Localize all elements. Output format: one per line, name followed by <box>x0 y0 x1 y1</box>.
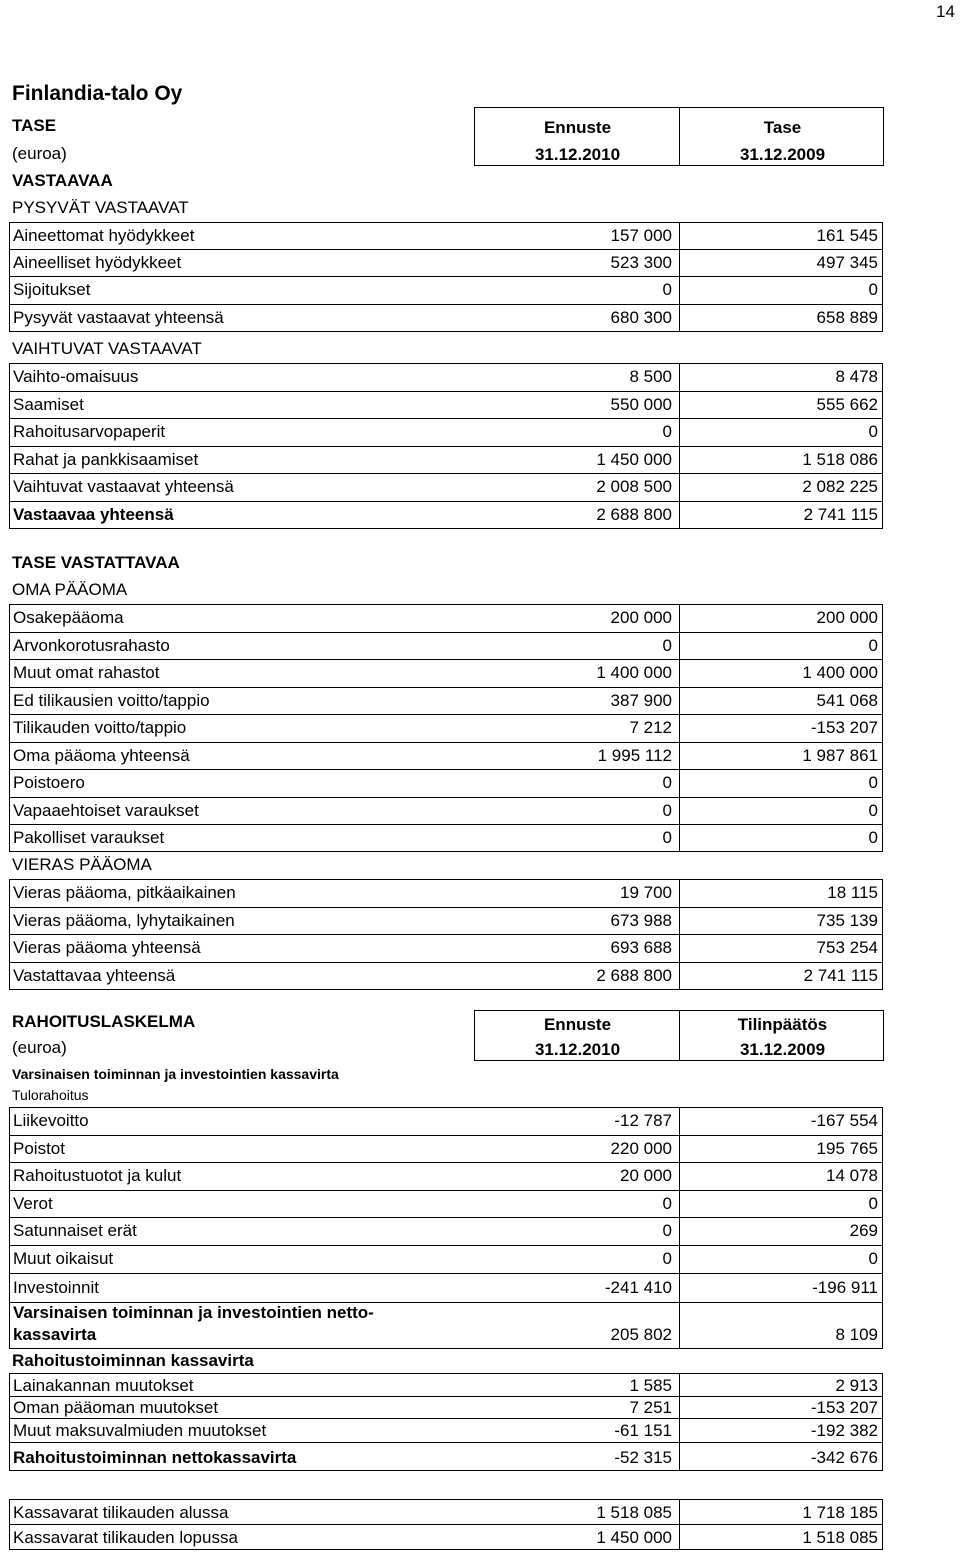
section2-heading: Rahoitustoiminnan kassavirta <box>12 1351 254 1370</box>
cell-value-col2: 14 078 <box>826 1166 878 1185</box>
cell-value-col1: 8 500 <box>629 367 672 386</box>
cell-value-col2: 0 <box>868 828 878 847</box>
cell-value-col2: 200 000 <box>816 608 878 627</box>
column-divider <box>679 1374 680 1396</box>
cell-value-col1: 0 <box>662 828 672 847</box>
cell-value-col1: 1 585 <box>629 1376 672 1395</box>
cell-value-col2: 753 254 <box>816 938 878 957</box>
cell-value-col1: 1 450 000 <box>596 450 672 469</box>
column-divider <box>679 447 680 473</box>
cell-value-col1: 523 300 <box>610 253 672 272</box>
cell-value-col1: 680 300 <box>610 308 672 327</box>
cell-value-col1: 7 251 <box>629 1398 672 1417</box>
cell-value-col2: 2 741 115 <box>803 966 878 985</box>
tase-col2-date: 31.12.2009 <box>739 145 826 164</box>
cell-label: Rahoitustoiminnan nettokassavirta <box>13 1448 297 1467</box>
rahoitus-col2-date: 31.12.2009 <box>739 1040 826 1059</box>
table-row <box>9 249 883 276</box>
column-divider <box>679 305 680 331</box>
cell-value-col1: 1 995 112 <box>597 746 672 765</box>
cell-value-col1: 205 802 <box>610 1325 672 1344</box>
table-row <box>9 1273 883 1302</box>
cell-label: Oma pääoma yhteensä <box>13 746 190 765</box>
cell-value-col2: 1 718 185 <box>802 1503 878 1522</box>
cell-value-col2: 8 109 <box>835 1325 878 1344</box>
cell-label: Vapaaehtoiset varaukset <box>13 801 199 820</box>
column-divider <box>679 1397 680 1418</box>
cell-value-col1: 19 700 <box>620 883 672 902</box>
cell-label: Oman pääoman muutokset <box>13 1398 219 1417</box>
table-row-total <box>9 962 883 990</box>
cell-label: Vaihtuvat vastaavat yhteensä <box>13 477 234 496</box>
cell-value-col2: 269 <box>849 1221 878 1240</box>
column-divider <box>679 908 680 934</box>
column-divider <box>679 1163 680 1190</box>
cell-value-col2: 0 <box>868 1249 878 1268</box>
cell-label: Satunnaiset erät <box>13 1221 137 1240</box>
cell-value-col2: 0 <box>868 773 878 792</box>
column-divider <box>679 1500 680 1524</box>
cell-value-col1: 220 000 <box>610 1139 672 1158</box>
cell-value-col2: 2 741 115 <box>803 505 878 524</box>
column-divider <box>679 1218 680 1245</box>
cell-label: Vaihto-omaisuus <box>13 367 139 386</box>
cell-value-col1: -61 151 <box>614 1421 672 1440</box>
page-number: 14 <box>936 2 955 21</box>
rahoitus-col1-head: Ennuste <box>543 1015 612 1034</box>
cell-value-col1: 0 <box>662 422 672 441</box>
table-row <box>9 304 883 332</box>
cell-label: Verot <box>13 1194 53 1213</box>
cell-value-col1: -52 315 <box>614 1448 672 1467</box>
cell-value-col1: 157 000 <box>610 226 672 245</box>
table-row <box>9 824 883 852</box>
table-row <box>9 907 883 934</box>
tase-column-header <box>474 107 884 166</box>
cell-value-col2: -167 554 <box>810 1111 878 1130</box>
cell-label: Rahoitusarvopaperit <box>13 422 166 441</box>
cell-value-col2: 0 <box>868 422 878 441</box>
rahoitus-col2-head: Tilinpäätös <box>737 1015 828 1034</box>
table-row <box>9 418 883 446</box>
column-divider <box>679 715 680 742</box>
cell-value-col2: 8 478 <box>835 367 878 386</box>
column-divider <box>679 605 680 632</box>
cell-label: Varsinaisen toiminnan ja investointien netto- <box>13 1303 374 1322</box>
vastattavaa-heading: TASE VASTATTAVAA <box>12 553 180 572</box>
column-divider <box>679 1191 680 1217</box>
cell-label: kassavirta <box>13 1325 97 1344</box>
table-row <box>9 1190 883 1217</box>
table-row <box>9 1135 883 1162</box>
cell-value-col2: 2 913 <box>835 1376 878 1395</box>
company-title: Finlandia-talo Oy <box>12 82 183 105</box>
column-divider <box>679 1274 680 1302</box>
column-divider <box>679 1108 680 1135</box>
table-row <box>9 276 883 304</box>
column-divider <box>679 660 680 687</box>
cell-label: Osakepääoma <box>13 608 124 627</box>
cell-label: Sijoitukset <box>13 280 91 299</box>
cell-label: Rahoitustuotot ja kulut <box>13 1166 182 1185</box>
column-divider <box>679 743 680 769</box>
cell-value-col2: 555 662 <box>816 395 878 414</box>
table-row <box>9 222 883 249</box>
cell-value-col2: 1 518 085 <box>802 1528 878 1547</box>
cell-value-col1: 0 <box>662 280 672 299</box>
cell-label: Kassavarat tilikauden lopussa <box>13 1528 238 1547</box>
table-row <box>9 1217 883 1245</box>
rahoitus-col1-date: 31.12.2010 <box>534 1040 621 1059</box>
column-divider <box>679 1419 680 1442</box>
cell-value-col1: 2 008 500 <box>596 477 672 496</box>
table-row-total <box>9 1302 883 1349</box>
column-divider <box>679 277 680 304</box>
column-divider <box>679 798 680 824</box>
tase-col1-head: Ennuste <box>543 118 612 137</box>
cell-value-col1: 20 000 <box>620 1166 672 1185</box>
table-row <box>9 632 883 659</box>
cell-value-col2: 1 518 086 <box>802 450 878 469</box>
table-row <box>9 769 883 797</box>
cell-value-col2: 658 889 <box>816 308 878 327</box>
table-row <box>9 934 883 962</box>
cell-label: Tilikauden voitto/tappio <box>13 718 187 737</box>
column-divider <box>679 963 680 989</box>
cell-value-col1: 1 518 085 <box>596 1503 672 1522</box>
rahoitus-unit: (euroa) <box>12 1038 67 1057</box>
cell-label: Liikevoitto <box>13 1111 89 1130</box>
cell-value-col2: 0 <box>868 636 878 655</box>
cell-label: Arvonkorotusrahasto <box>13 636 170 655</box>
rahoitus-column-header <box>474 1010 884 1061</box>
cell-label: Vieras pääoma, pitkäaikainen <box>13 883 236 902</box>
table-row <box>9 1499 883 1524</box>
cell-label: Ed tilikausien voitto/tappio <box>13 691 210 710</box>
cell-value-col2: 541 068 <box>816 691 878 710</box>
cell-value-col1: 0 <box>662 773 672 792</box>
cell-label: Vieras pääoma yhteensä <box>13 938 201 957</box>
column-divider <box>679 392 680 418</box>
column-divider <box>679 1525 680 1549</box>
table-row <box>9 363 883 391</box>
table-row <box>9 687 883 714</box>
cell-value-col1: 387 900 <box>610 691 672 710</box>
column-divider <box>679 419 680 446</box>
column-divider <box>679 825 680 851</box>
tase-col1-date: 31.12.2010 <box>534 145 621 164</box>
cell-value-col1: 2 688 800 <box>596 505 672 524</box>
table-row <box>9 879 883 907</box>
section1-heading: Varsinaisen toiminnan ja investointien kassavirta <box>12 1066 339 1082</box>
cell-value-col2: -196 911 <box>812 1278 878 1297</box>
cell-label: Poistot <box>13 1139 65 1158</box>
cell-label: Vastaavaa yhteensä <box>13 505 174 524</box>
cell-value-col2: 195 765 <box>816 1139 878 1158</box>
column-divider <box>679 502 680 528</box>
cell-label: Vieras pääoma, lyhytaikainen <box>13 911 235 930</box>
column-divider <box>679 880 680 907</box>
column-divider <box>679 1443 680 1470</box>
cell-label: Investoinnit <box>13 1278 99 1297</box>
column-divider <box>679 1303 680 1348</box>
cell-value-col2: -192 382 <box>810 1421 878 1440</box>
cell-value-col1: 7 212 <box>629 718 672 737</box>
column-divider <box>679 1246 680 1273</box>
cell-value-col2: -153 207 <box>810 1398 878 1417</box>
cell-value-col2: 2 082 225 <box>802 477 878 496</box>
cell-value-col2: 735 139 <box>816 911 878 930</box>
cell-label: Kassavarat tilikauden alussa <box>13 1503 229 1522</box>
cell-value-col2: -342 676 <box>810 1448 878 1467</box>
table-row <box>9 714 883 742</box>
column-divider <box>679 250 680 276</box>
cell-label: Pysyvät vastaavat yhteensä <box>13 308 224 327</box>
table-row <box>9 742 883 769</box>
tulorahoitus-label: Tulorahoitus <box>12 1087 89 1103</box>
rahoitus-title: RAHOITUSLASKELMA <box>12 1012 196 1031</box>
cell-value-col1: -12 787 <box>614 1111 672 1130</box>
column-divider <box>679 223 680 249</box>
cell-label: Saamiset <box>13 395 84 414</box>
cell-value-col1: 200 000 <box>610 608 672 627</box>
table-row <box>9 446 883 473</box>
cell-label: Muut maksuvalmiuden muutokset <box>13 1421 267 1440</box>
table-row <box>9 1524 883 1550</box>
cell-value-col1: 550 000 <box>610 395 672 414</box>
cell-value-col2: 0 <box>868 801 878 820</box>
table-row-total <box>9 1442 883 1471</box>
cell-label: Aineettomat hyödykkeet <box>13 226 195 245</box>
column-divider <box>679 1136 680 1162</box>
oma-heading: OMA PÄÄOMA <box>12 580 128 599</box>
cell-value-col2: 1 987 861 <box>802 746 878 765</box>
cell-label: Lainakannan muutokset <box>13 1376 194 1395</box>
column-divider <box>679 474 680 501</box>
cell-label: Muut oikaisut <box>13 1249 114 1268</box>
table-row-total <box>9 501 883 529</box>
tase-title: TASE <box>12 116 57 135</box>
table-row <box>9 391 883 418</box>
table-row <box>9 1107 883 1135</box>
cell-value-col2: 18 115 <box>827 883 878 902</box>
cell-value-col1: 0 <box>662 1221 672 1240</box>
cell-value-col2: 161 545 <box>816 226 878 245</box>
cell-value-col1: 1 400 000 <box>596 663 672 682</box>
cell-value-col2: 497 345 <box>816 253 878 272</box>
cell-value-col1: 673 988 <box>610 911 672 930</box>
cell-value-col1: 2 688 800 <box>596 966 672 985</box>
table-row <box>9 1245 883 1273</box>
pysyvat-heading: PYSYVÄT VASTAAVAT <box>12 198 189 217</box>
cell-value-col1: 693 688 <box>610 938 672 957</box>
vieras-heading: VIERAS PÄÄOMA <box>12 855 152 874</box>
cell-label: Vastattavaa yhteensä <box>13 966 176 985</box>
column-divider <box>679 935 680 962</box>
cell-label: Muut omat rahastot <box>13 663 160 682</box>
tase-unit: (euroa) <box>12 144 67 163</box>
table-row <box>9 1162 883 1190</box>
table-row <box>9 1373 883 1396</box>
cell-label: Aineelliset hyödykkeet <box>13 253 182 272</box>
cell-value-col1: 0 <box>662 636 672 655</box>
cell-value-col2: 1 400 000 <box>802 663 878 682</box>
column-divider <box>679 633 680 659</box>
column-divider <box>679 688 680 714</box>
cell-value-col1: -241 410 <box>604 1278 672 1297</box>
cell-label: Poistoero <box>13 773 85 792</box>
cell-value-col1: 0 <box>662 1249 672 1268</box>
table-row <box>9 604 883 632</box>
table-row <box>9 659 883 687</box>
cell-value-col1: 0 <box>662 801 672 820</box>
tase-col2-head: Tase <box>763 118 802 137</box>
cell-value-col2: -153 207 <box>810 718 878 737</box>
column-divider <box>679 364 680 391</box>
cell-value-col2: 0 <box>868 280 878 299</box>
cell-label: Pakolliset varaukset <box>13 828 165 847</box>
cell-value-col1: 1 450 000 <box>596 1528 672 1547</box>
vaihtuvat-heading: VAIHTUVAT VASTAAVAT <box>12 339 202 358</box>
cell-value-col1: 0 <box>662 1194 672 1213</box>
table-row <box>9 797 883 824</box>
table-row <box>9 1418 883 1442</box>
vastaavaa-heading: VASTAAVAA <box>12 171 113 190</box>
table-row <box>9 1396 883 1418</box>
column-divider <box>679 770 680 797</box>
table-row <box>9 473 883 501</box>
cell-label: Rahat ja pankkisaamiset <box>13 450 199 469</box>
cell-value-col2: 0 <box>868 1194 878 1213</box>
